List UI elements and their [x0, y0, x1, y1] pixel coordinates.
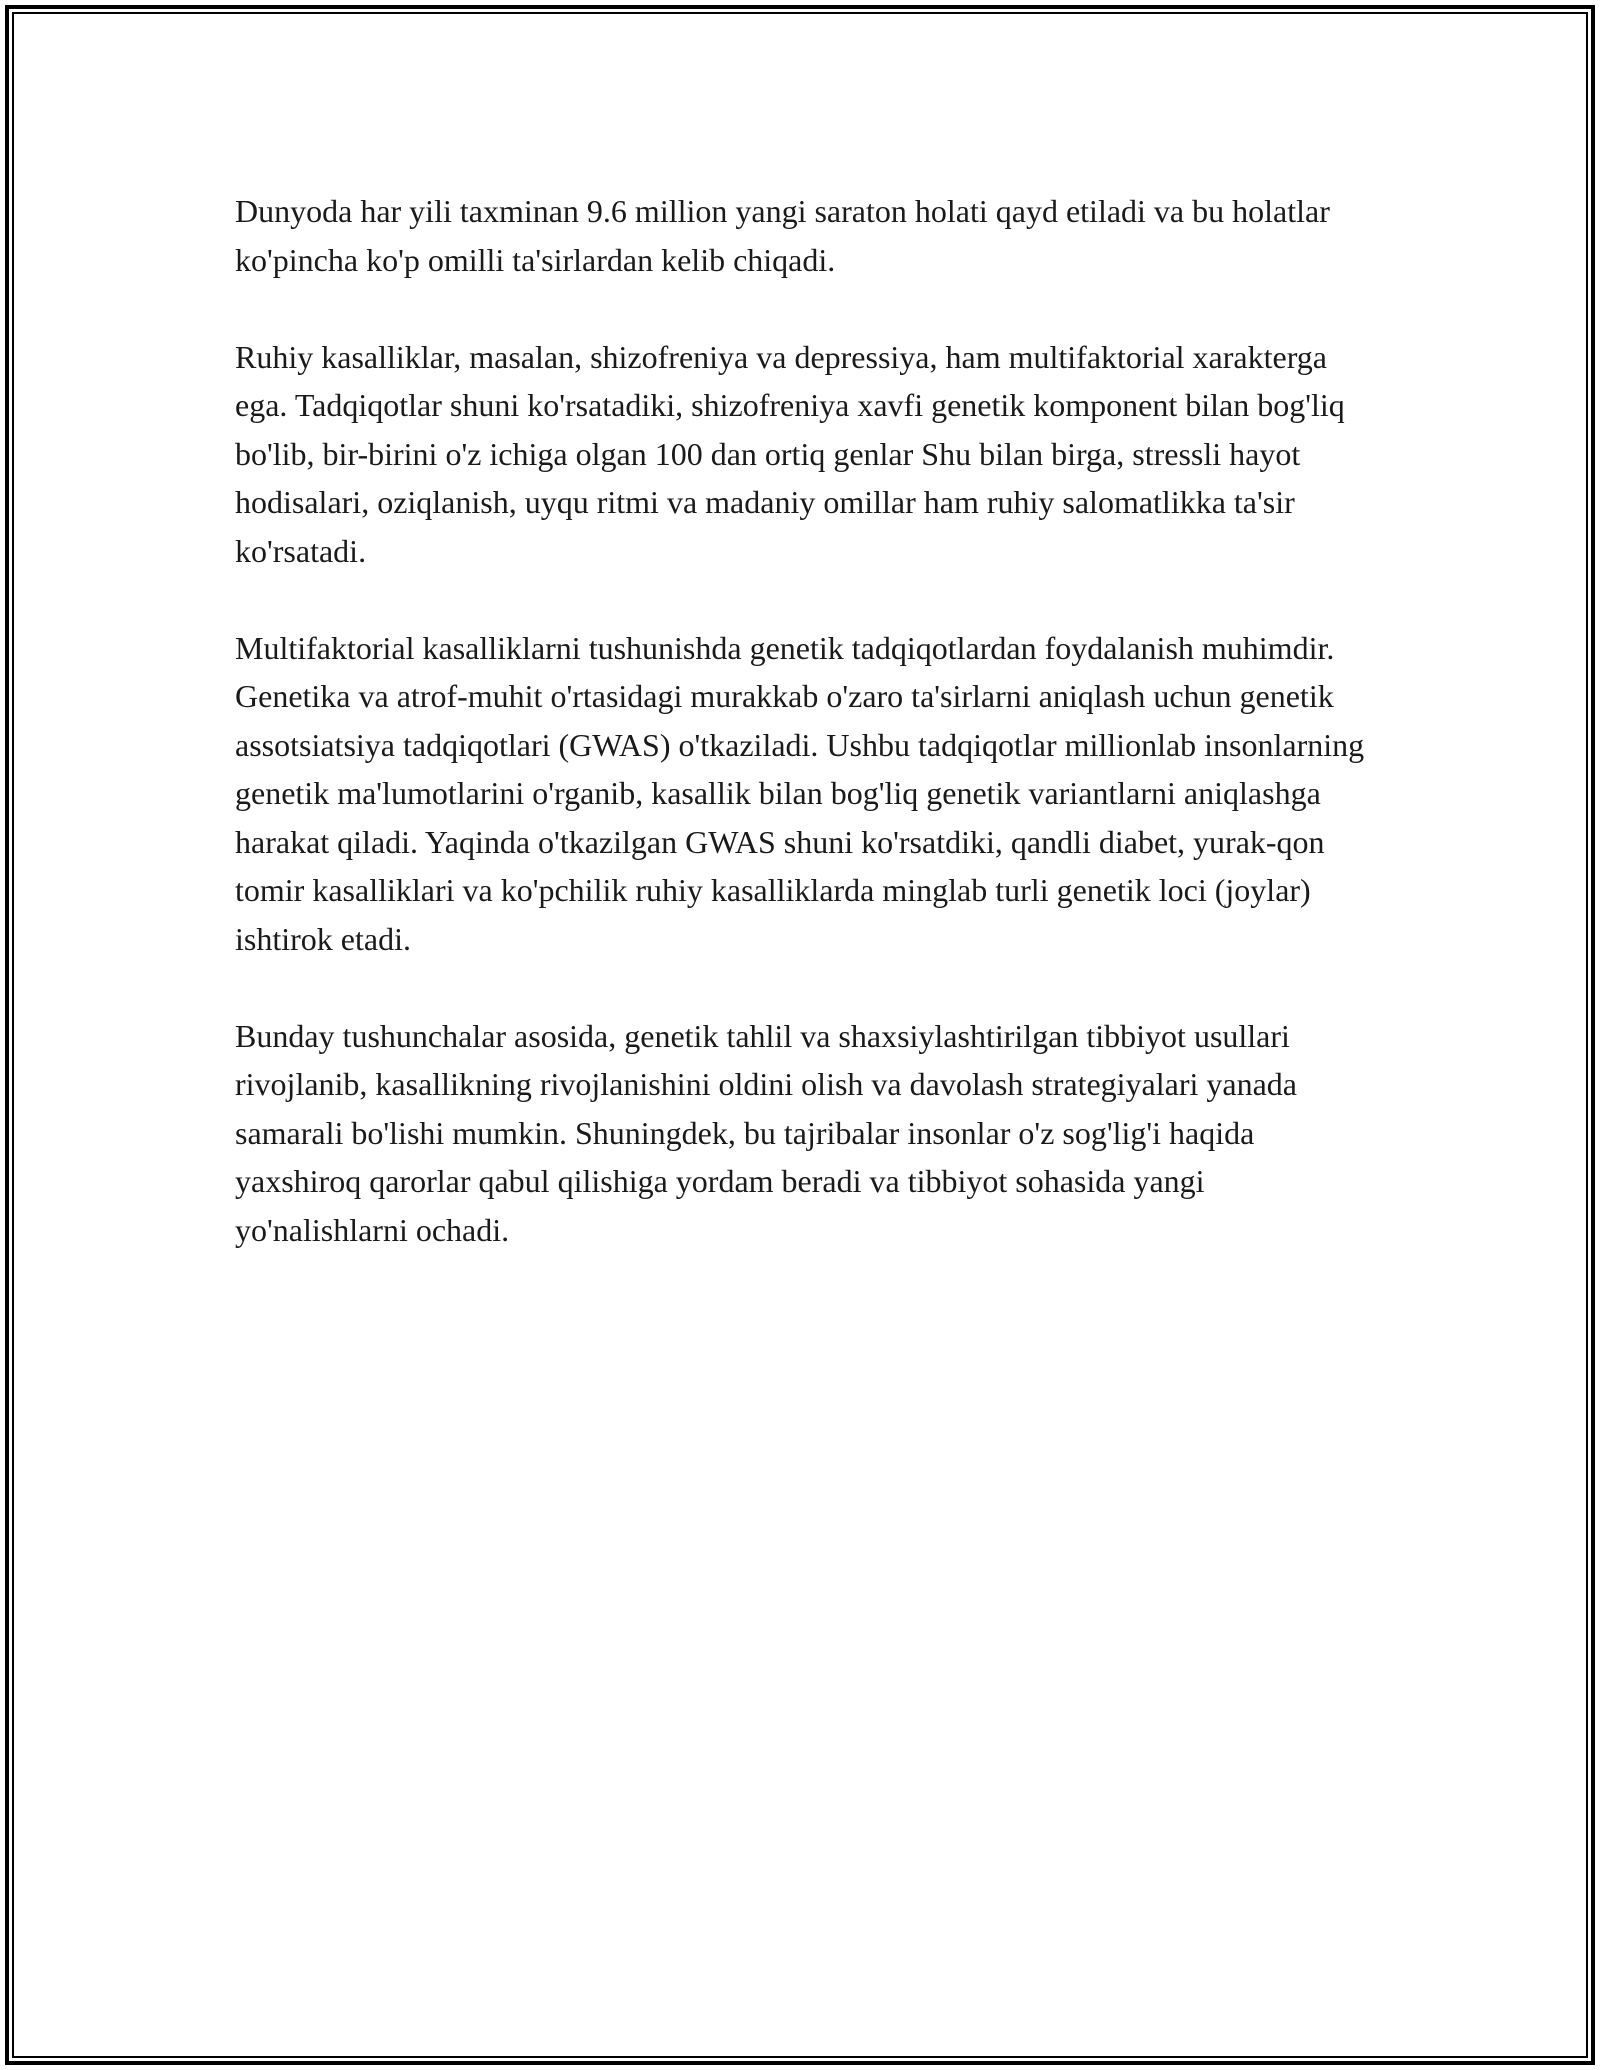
paragraph-genetic-research: Multifaktorial kasalliklarni tushunishda genetik tadqiqotlardan foydalanish muhimdir. Genetika va atrof-muhit o'rtasidagi murakkab o'zaro ta'sirlarni aniqlash uchun genetik assotsiatsiya tadqiqotlari (GWAS) o'tkaziladi. Ushbu tadqiqotlar millionlab insonlarning genetik ma'lumotlarini o'rganib, kasallik bilan bog'liq genetik variantlarni aniqlashga harakat qiladi. Yaqinda o'tkazilgan GWAS shuni ko'rsatdiki, qandli diabet, yurak-qon tomir kasalliklari va ko'pchilik ruhiy kasalliklarda minglab turli genetik loci (joylar) ishtirok etadi.	[235, 629, 1365, 957]
paragraph-personalized-medicine: Bunday tushunchalar asosida, genetik tahlil va shaxsiylashtirilgan tibbiyot usullari rivojlanib, kasallikning rivojlanishini oldini olish va davolash strategiyalari yanada samarali bo'lishi mumkin. Shuningdek, bu tajribalar insonlar o'z sog'lig'i haqida yaxshiroq qarorlar qabul qilishiga yordam beradi va tibbiyot sohasida yangi yo'nalishlarni ochadi.	[235, 1017, 1297, 1248]
paragraph-cancer-statistics: Dunyoda har yili taxminan 9.6 million yangi saraton holati qayd etiladi va bu holatlar ko'pincha ko'p omilli ta'sirlardan kelib chiqadi.	[235, 193, 1330, 278]
paragraph-mental-illness: Ruhiy kasalliklar, masalan, shizofreniya va depressiya, ham multifaktorial xarakterga ega. Tadqiqotlar shuni ko'rsatadiki, shizofreniya xavfi genetik komponent bilan bog'liq bo'lib, bir-birini o'z ichiga olgan 100 dan ortiq genlar Shu bilan birga, stressli hayot hodisalari, oziqlanish, uyqu ritmi va madaniy omillar ham ruhiy salomatlikka ta'sir ko'rsatadi.	[235, 338, 1345, 569]
document-body	[235, 187, 1365, 1303]
